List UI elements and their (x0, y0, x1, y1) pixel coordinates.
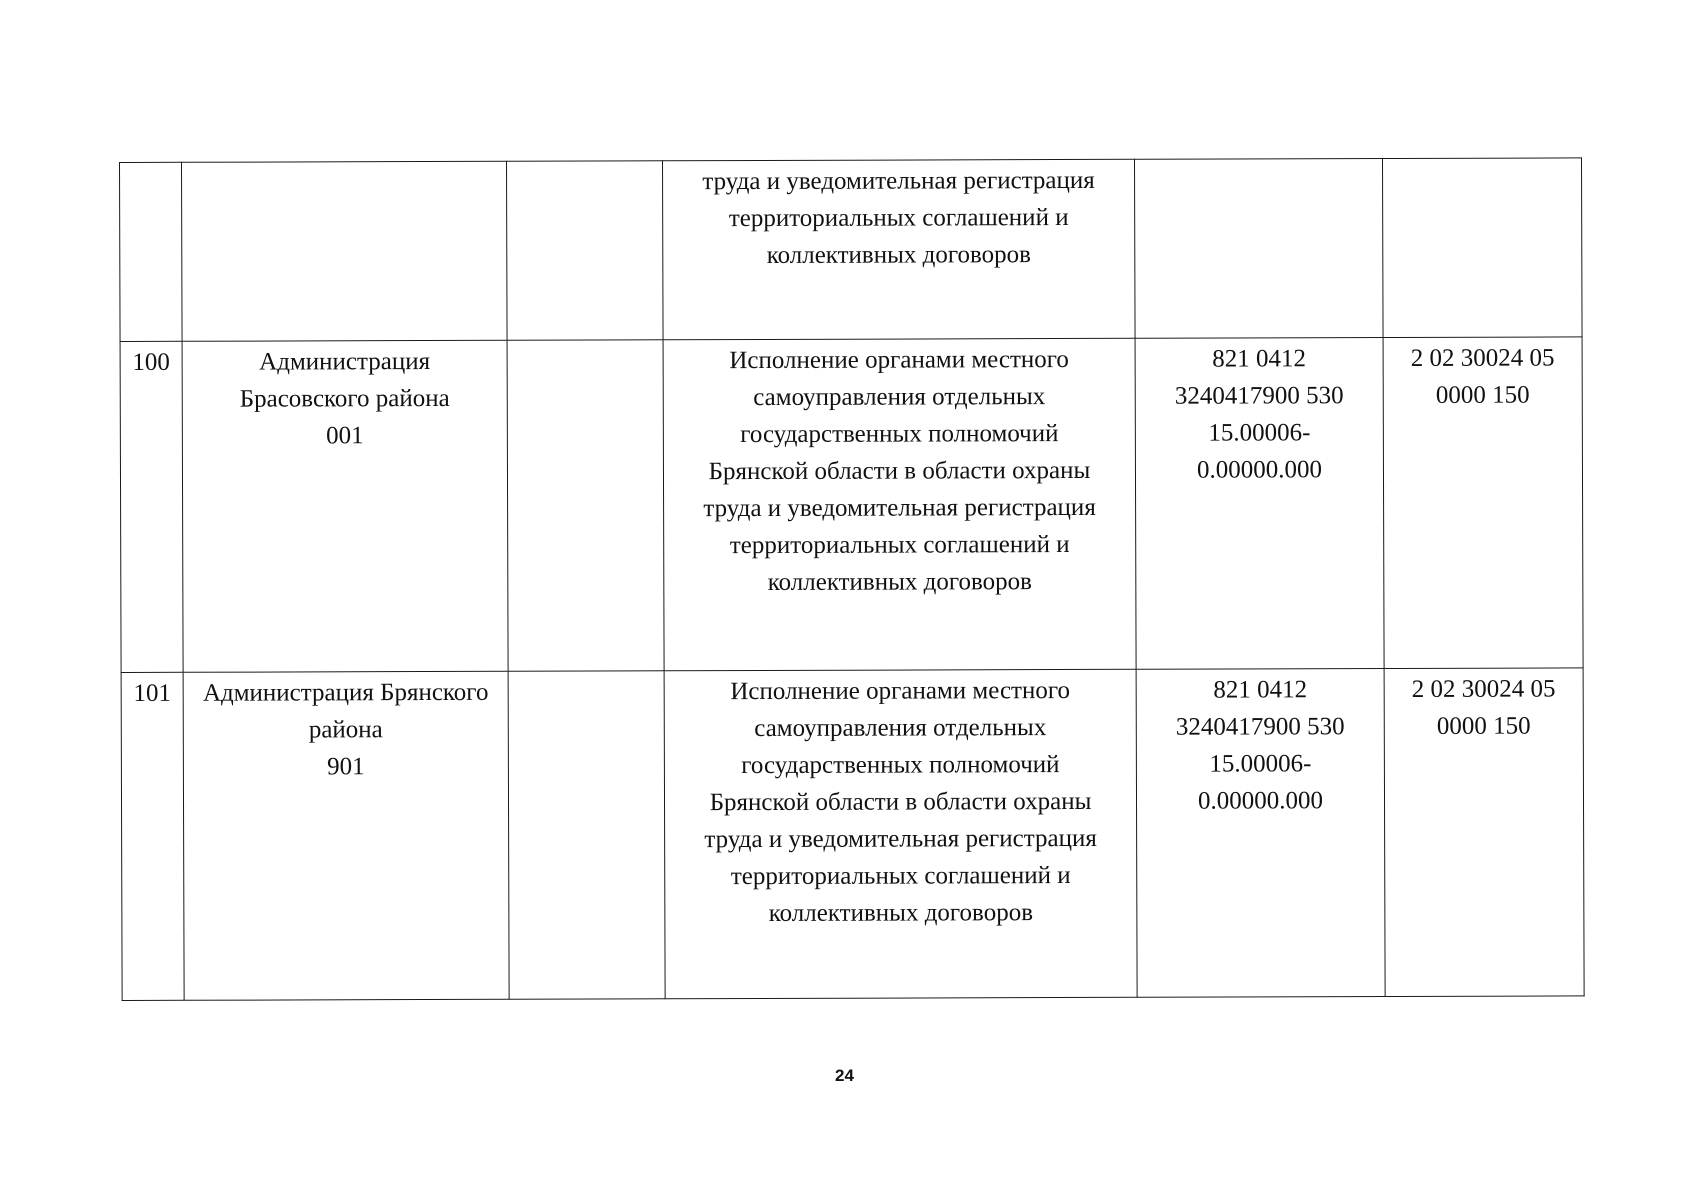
budget-code-line: 0.00000.000 (1197, 787, 1324, 815)
empty-cell (508, 671, 665, 999)
table-row (120, 158, 1583, 342)
description-line: территориальных соглашений и (730, 862, 1071, 891)
description-line: коллективных договоров (766, 241, 1031, 269)
row-number: 101 (133, 679, 171, 707)
description-line: территориальных соглашений и (729, 531, 1070, 560)
organization-code: 901 (327, 753, 365, 781)
description-line: труда и уведомительная регистрация (703, 493, 1096, 523)
description-line: государственных полномочий (740, 420, 1059, 449)
organization-cell (183, 671, 509, 1000)
description-cell (662, 159, 1135, 339)
organization-line: Брасовского района (239, 384, 450, 413)
description-line: Брянской области в области охраны (708, 456, 1091, 486)
row-number-cell (120, 162, 183, 341)
revenue-code-cell (1384, 668, 1584, 997)
organization-line: района (308, 716, 383, 744)
allocation-table (119, 157, 1585, 1001)
budget-code-line: 821 0412 (1213, 676, 1308, 704)
table-row (120, 337, 1583, 673)
description-line: коллективных договоров (768, 899, 1034, 927)
organization-cell (182, 340, 508, 672)
budget-code-cell (1134, 159, 1383, 339)
budget-code-line: 0.00000.000 (1196, 456, 1323, 484)
row-number-cell (121, 672, 184, 1000)
description-line: труда и уведомительная регистрация (704, 824, 1097, 854)
budget-code-cell (1135, 338, 1384, 670)
row-number: 100 (132, 348, 170, 376)
description-cell (663, 338, 1136, 670)
budget-code-line: 3240417900 530 (1174, 382, 1344, 410)
budget-code-line: 3240417900 530 (1175, 713, 1345, 741)
description-line: Брянской области в области охраны (709, 787, 1092, 817)
revenue-code-line: 0000 150 (1436, 712, 1531, 740)
empty-cell (506, 161, 663, 340)
page-number: 24 (835, 1066, 854, 1085)
description-line: государственных полномочий (741, 751, 1060, 780)
organization-code: 001 (326, 422, 364, 450)
revenue-code-line: 0000 150 (1435, 381, 1530, 409)
description-line: самоуправления отдельных (754, 714, 1047, 743)
description-line: Исполнение органами местного (729, 346, 1069, 375)
budget-code-line: 15.00006- (1209, 750, 1312, 778)
organization-line: Администрация Брянского (202, 678, 489, 707)
organization-line: Администрация (259, 348, 431, 376)
description-line: самоуправления отдельных (753, 383, 1046, 412)
budget-code-cell (1136, 669, 1385, 998)
description-cell (664, 669, 1137, 998)
revenue-code-line: 2 02 30024 05 (1410, 344, 1555, 372)
description-line: территориальных соглашений и (728, 204, 1069, 233)
description-line: Исполнение органами местного (730, 677, 1071, 706)
budget-code-line: 15.00006- (1208, 419, 1311, 447)
revenue-code-cell (1382, 158, 1582, 338)
description-line: коллективных договоров (767, 568, 1032, 596)
empty-cell (507, 340, 664, 671)
table-row (121, 668, 1584, 1001)
revenue-code-cell (1383, 337, 1583, 669)
budget-code-line: 821 0412 (1212, 345, 1307, 373)
revenue-code-line: 2 02 30024 05 (1411, 675, 1556, 703)
description-line: труда и уведомительная регистрация (702, 166, 1095, 196)
organization-cell (182, 161, 508, 341)
row-number-cell (120, 341, 183, 672)
